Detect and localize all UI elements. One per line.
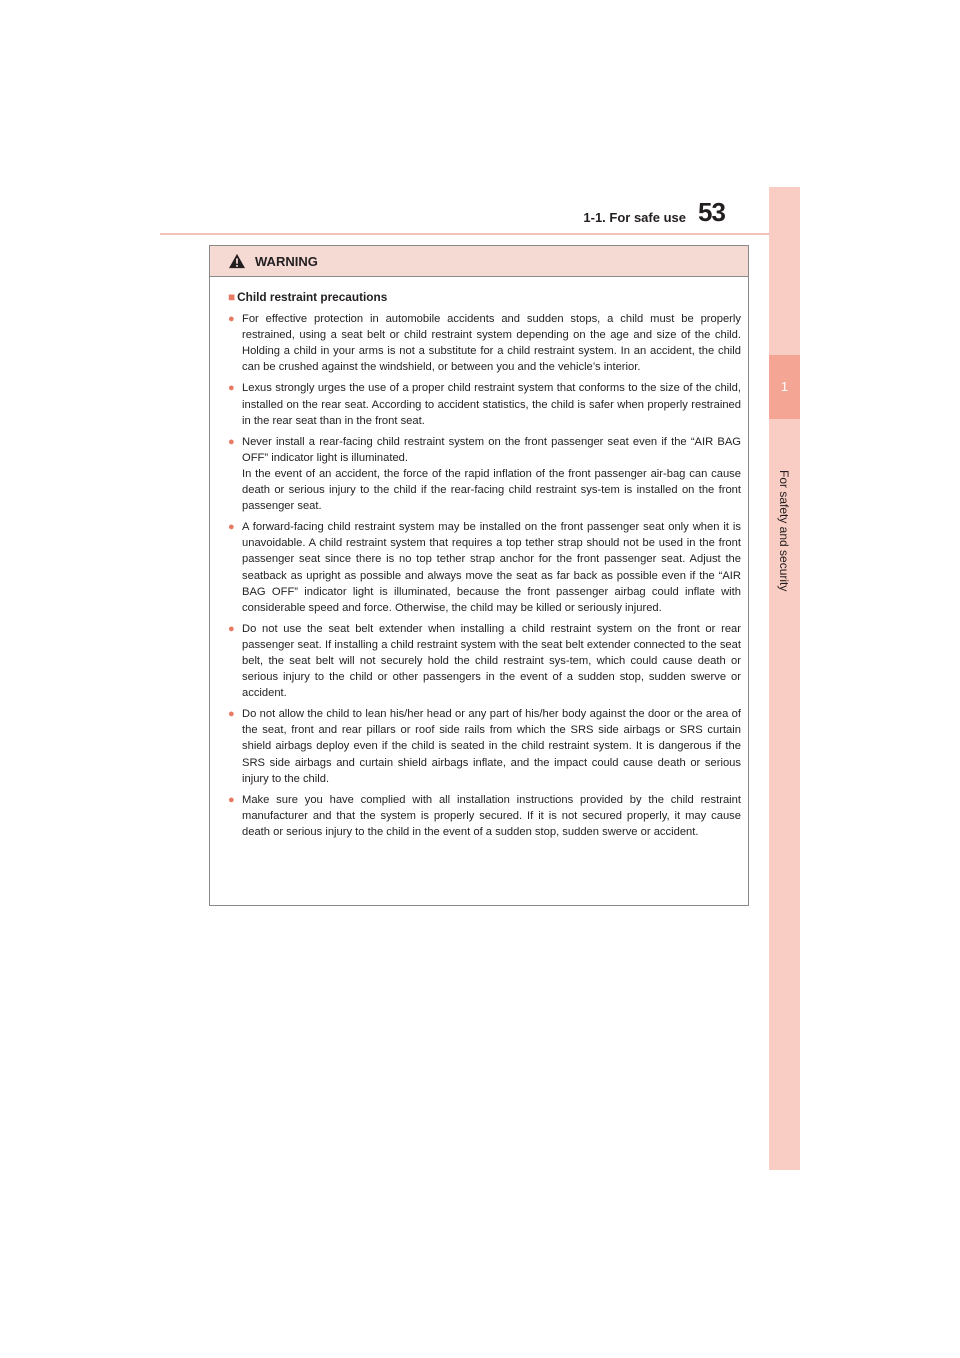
chapter-title: For safety and security <box>777 470 791 592</box>
warning-header <box>210 246 748 277</box>
round-bullet-icon: ● <box>228 708 235 721</box>
bullet-text: For effective protection in automobile accidents and sudden stops, a child must be properly restrained, using a seat belt or child restraint system depending on the age and size of the child. Holding a child in your arms is not a substitute for a child restraint system. In an accident, the child can be crushed against the windshield, or between you and the vehicle’s interior. <box>242 313 741 374</box>
warning-bullet-item <box>228 621 741 701</box>
page-number: 53 <box>698 197 725 227</box>
warning-subheading: ■ Child restraint precautions <box>228 290 388 304</box>
warning-triangle-icon <box>228 253 246 269</box>
chapter-side-tab <box>769 187 800 1170</box>
warning-bullet-list <box>228 311 741 840</box>
bullet-text: In the event of an accident, the force of the rapid inflation of the front passenger air-bag can cause death or serious injury to the child if the rear-facing child restraint sys-tem is installed on the front passenger seat. <box>242 467 741 513</box>
bullet-text: Do not allow the child to lean his/her head or any part of his/her body against the door or the area of the seat, front and rear pillars or roof side rails from which the SRS side airbags or SRS curtain shield airbags deploy even if the child is seated in the child restraint system. It is dangerous if the SRS side airbags and curtain shield airbags inflate, and the impact could cause death or serious injury to the child. <box>242 708 741 785</box>
round-bullet-icon: ● <box>228 793 235 806</box>
warning-box <box>209 245 749 906</box>
section-title: 1-1. For safe use <box>583 210 686 225</box>
warning-bullet-item <box>228 792 741 840</box>
warning-bullet-item <box>228 434 741 514</box>
round-bullet-icon: ● <box>228 382 235 395</box>
bullet-text: Never install a rear-facing child restraint system on the front passenger seat even if the “AIR BAG OFF” indicator light is illuminated. <box>242 435 741 464</box>
warning-bullet-item <box>228 380 741 428</box>
round-bullet-icon: ● <box>228 313 235 326</box>
bullet-text: Make sure you have complied with all installation instructions provided by the child restraint manufacturer and that the system is properly secured. If it is not secured properly, it may cause death or serious injury to the child in the event of a sudden stop, sudden swerve or accident. <box>242 793 741 838</box>
warning-bullet-item <box>228 519 741 616</box>
round-bullet-icon: ● <box>228 521 235 534</box>
warning-body <box>210 277 748 840</box>
round-bullet-icon: ● <box>228 435 235 448</box>
square-bullet-icon: ■ <box>228 290 236 304</box>
bullet-text: Do not use the seat belt extender when installing a child restraint system on the front or rear passenger seat. If installing a child restraint system with the seat belt extender connected to the seat belt, the seat belt will not securely hold the child restraint sys-tem, which could cause death or serious injury to the child or other passengers in the event of a sudden stop, sudden swerve or accident. <box>242 622 741 700</box>
warning-title: WARNING <box>255 253 318 269</box>
bullet-text: A forward-facing child restraint system may be installed on the front passenger seat only when it is unavoidable. A child restraint system that requires a top tether strap should not be used in the front passenger seat since there is no top tether strap anchor for the front passenger seat. Adjust the seatback as upright as possible and always move the seat as far back as possible even if the “AIR BAG OFF” indicator light is illuminated, because the front passenger airbag could inflate with considerable speed and force. Otherwise, the child may be killed or seriously injured. <box>242 521 741 614</box>
header-rule <box>160 233 800 235</box>
bullet-text: Lexus strongly urges the use of a proper child restraint system that conforms to the size of the child, installed on the rear seat. According to accident statistics, the child is safer when properly restrained in the rear seat than in the front seat. <box>242 382 741 427</box>
chapter-number: 1 <box>769 355 800 419</box>
round-bullet-icon: ● <box>228 622 235 635</box>
warning-bullet-item <box>228 311 741 375</box>
warning-bullet-item <box>228 706 741 786</box>
